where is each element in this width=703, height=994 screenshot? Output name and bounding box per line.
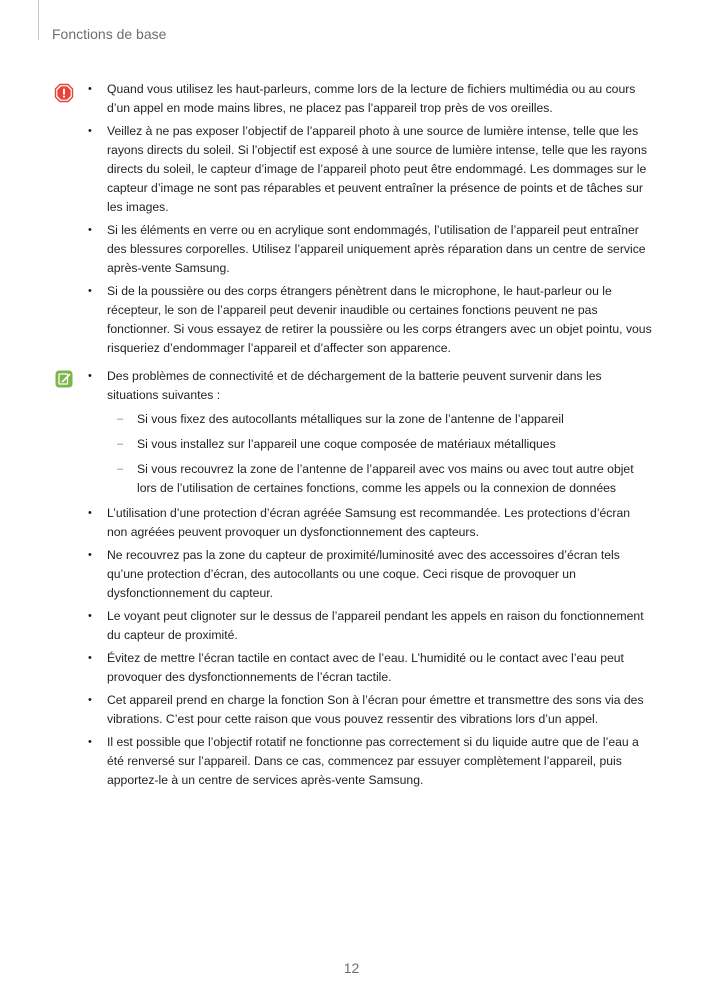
sub-list-item: – Si vous recouvrez la zone de l’antenne de l’appareil avec vos mains ou avec tout autre objet lors de l’utilisation de certaines fonctions, comme les appels ou la connexion de données — [107, 460, 653, 498]
note-section — [0, 367, 703, 794]
caution-list — [0, 80, 703, 358]
list-item: • Cet appareil prend en charge la fonction Son à l’écran pour émettre et transmettre des sons via des vibrations. C’est pour cette raison que vous pouvez ressentir des vibrations lors d’un appel. — [0, 691, 703, 729]
list-item: • Il est possible que l’objectif rotatif ne fonctionne pas correctement si du liquide autre que de l’eau a été renversé sur l’appareil. Dans ce cas, commencez par essuyer complètement l’appareil, puis apportez-le à un centre de services après-vente Samsung. — [0, 733, 703, 790]
page-header: Fonctions de base — [52, 26, 167, 42]
list-item: • Le voyant peut clignoter sur le dessus de l’appareil pendant les appels en raison du fonctionnement du capteur de proximité. — [0, 607, 703, 645]
sub-list — [107, 410, 653, 498]
sub-list-item: – Si vous installez sur l’appareil une coque composée de matériaux métalliques — [107, 435, 653, 454]
page-number: 12 — [343, 960, 360, 976]
list-item: • L’utilisation d’une protection d’écran agréée Samsung est recommandée. Les protections d’écran non agréées peuvent provoquer un dysfonctionnement des capteurs. — [0, 504, 703, 542]
list-item: • Si les éléments en verre ou en acrylique sont endommagés, l’utilisation de l’appareil peut entraîner des blessures corporelles. Utilisez l’appareil uniquement après réparation dans un centre de service après-vente Samsung. — [0, 221, 703, 278]
margin-rule — [38, 0, 39, 40]
list-item-text: Des problèmes de connectivité et de déchargement de la batterie peuvent survenir dans les situations suivantes : — [107, 369, 602, 402]
note-list — [0, 367, 703, 790]
list-item: • Ne recouvrez pas la zone du capteur de proximité/luminosité avec des accessoires d’écran tels qu’une protection d’écran, des autocollants ou une coque. Ceci risque de provoquer un dysfonctionnement du capteur. — [0, 546, 703, 603]
list-item: • Évitez de mettre l’écran tactile en contact avec de l’eau. L’humidité ou le contact avec l’eau peut provoquer des dysfonctionnements de l’écran tactile. — [0, 649, 703, 687]
list-item: • Si de la poussière ou des corps étrangers pénètrent dans le microphone, le haut-parleur ou le récepteur, le son de l’appareil peut devenir inaudible ou certaines fonctions peuvent ne pas fonctionner. Si vous essayez de retirer la poussière ou les corps étrangers avec un objet pointu, vous risqueriez d’endommager l’appareil et d’affecter son apparence. — [0, 282, 703, 358]
sub-list-item: – Si vous fixez des autocollants métalliques sur la zone de l’antenne de l’appareil — [107, 410, 653, 429]
caution-section — [0, 80, 703, 362]
list-item-connectivity — [0, 367, 703, 498]
list-item: • Quand vous utilisez les haut-parleurs, comme lors de la lecture de fichiers multimédia ou au cours d’un appel en mode mains libres, ne placez pas l’appareil trop près de vos oreilles. — [0, 80, 703, 118]
list-item: • Veillez à ne pas exposer l’objectif de l’appareil photo à une source de lumière intense, telle que les rayons directs du soleil. Si l’objectif est exposé à une source de lumière intense, telle que les rayons directs du soleil, le capteur d’image de l’appareil photo peut être endommagé. Les dommages sur le capteur d’image ne sont pas réparables et peuvent entraîner la présence de points et de tâches sur les images. — [0, 122, 703, 217]
